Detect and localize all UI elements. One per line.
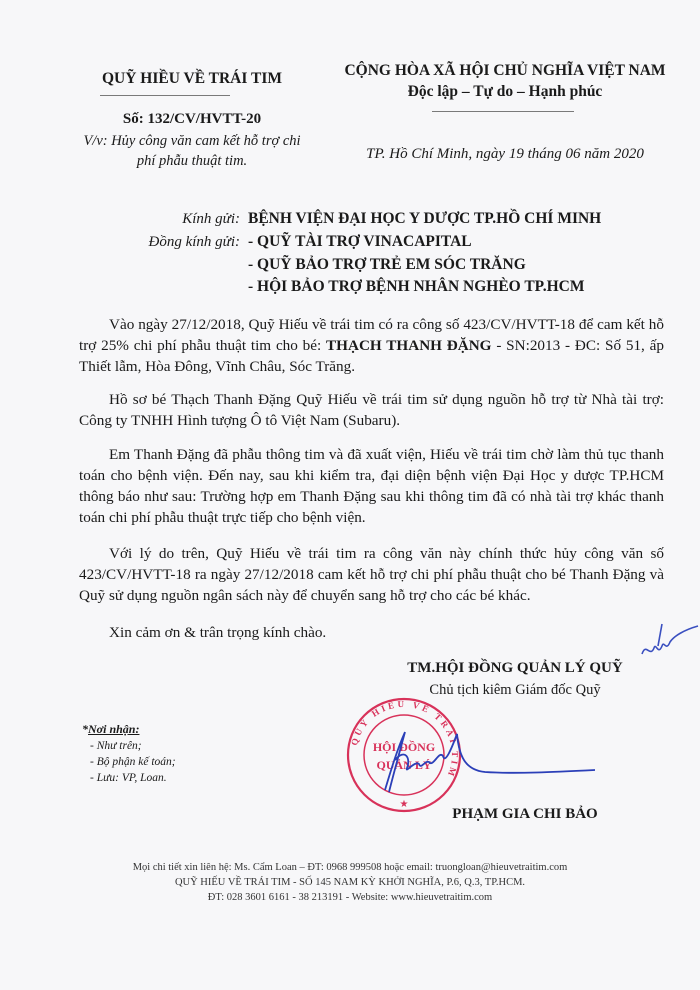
paragraph-text: - SN:2013 - ĐC: Số 51, ấp Thiết lẫm, Hòa Đông, Vĩnh Châu, Sóc Trăng. [79, 337, 664, 375]
signature-title: TM.HỘI ĐỒNG QUẢN LÝ QUỸ [407, 660, 623, 676]
cc-recipient: - QUỸ TÀI TRỢ VINACAPITAL [248, 233, 472, 250]
cc-recipient: - HỘI BẢO TRỢ BỆNH NHÂN NGHÈO TP.HCM [248, 278, 585, 295]
svg-text:QUỸ HIẾU VỀ TRÁI TIM: QUỸ HIẾU VỀ TRÁI TIM [348, 698, 461, 781]
paragraph-text: Vào ngày 27/12/2018, Quỹ Hiếu về trái tim có ra công số 423/CV/HVTT-18 để cam kết hỗ trợ 25% chi phí phẫu thuật tim cho bé: [79, 316, 664, 354]
svg-text:QUẢN LÝ: QUẢN LÝ [376, 758, 432, 772]
national-title: CỘNG HÒA XÃ HỘI CHỦ NGHĨA VIỆT NAM [344, 62, 666, 79]
organization-underline [100, 95, 230, 96]
distribution-heading-text: Nơi nhận: [88, 722, 140, 736]
distribution-item: - Bộ phận kế toán; [90, 756, 176, 768]
motto-underline [432, 111, 574, 112]
footer-address: QUỸ HIẾU VỀ TRÁI TIM - SỐ 145 NAM KỲ KHỞI NGHĨA, P.6, Q.3, TP.HCM. [174, 877, 526, 888]
handwritten-signature-icon [355, 720, 595, 800]
national-motto: Độc lập – Tự do – Hạnh phúc [407, 83, 603, 100]
svg-text:★: ★ [399, 799, 409, 810]
document-number: Số: 132/CV/HVTT-20 [122, 111, 262, 127]
paragraph-sponsor: Hồ sơ bé Thạch Thanh Đặng Quỹ Hiếu về trái tim sử dụng nguồn hỗ trợ từ Nhà tài trợ: Công ty TNHH Hình tượng Ô tô Việt Nam (Subaru). [79, 391, 664, 429]
subject-line-1: V/v: Hủy công văn cam kết hỗ trợ chi [83, 133, 301, 149]
svg-text:HỘI ĐỒNG: HỘI ĐỒNG [372, 740, 436, 754]
distribution-heading [82, 722, 139, 737]
closing-line: Xin cảm ơn & trân trọng kính chào. [109, 624, 327, 641]
recipient-label: Kính gửi: [182, 211, 240, 227]
paragraph-commitment [79, 314, 664, 377]
initial-signature-icon [640, 622, 700, 662]
footer-contact: Mọi chi tiết xin liên hệ: Ms. Cẩm Loan – ĐT: 0968 999508 hoặc email: truongloan@hieuvetraitim.com [132, 862, 568, 873]
paragraph-cancellation: Với lý do trên, Quỹ Hiếu về trái tim ra công văn này chính thức hủy công văn số 423/CV/HVTT-18 ra ngày 27/12/2018 cam kết hỗ trợ chi phí phẫu thuật cho bé Thanh Đặng và Quỹ sử dụng nguồn ngân sách này để chuyển sang hỗ trợ cho các bé khác. [79, 545, 664, 604]
organization-name: QUỸ HIỀU VỀ TRÁI TIM [101, 70, 282, 87]
footer-phone-website: ĐT: 028 3601 6161 - 38 213191 - Website: www.hieuvetraitim.com [207, 892, 493, 903]
signature-role: Chủ tịch kiêm Giám đốc Quỹ [429, 682, 601, 698]
paragraph-status: Em Thanh Đặng đã phẫu thông tim và đã xuất viện, Hiếu về trái tim chờ làm thủ tục thanh toán cho bệnh viện. Đến nay, sau khi kiểm tra, đại diện bệnh viện Đại Học y dược TP.HCM thông báo như sau: Trường hợp em Thanh Đặng sau khi thông tim đã có nhà tài trợ khác thanh toán chi phí phẫu thuật trực tiếp cho bệnh viện. [79, 446, 664, 526]
asterisk: * [82, 722, 88, 736]
distribution-item: - Lưu: VP, Loan. [90, 772, 167, 784]
distribution-item: - Như trên; [90, 740, 142, 752]
place-and-date: TP. Hồ Chí Minh, ngày 19 tháng 06 năm 2020 [366, 146, 644, 162]
subject-line-2: phí phẫu thuật tim. [136, 153, 248, 169]
signatory-name: PHẠM GIA CHI BẢO [452, 806, 598, 822]
recipient-primary: BỆNH VIỆN ĐẠI HỌC Y DƯỢC TP.HỒ CHÍ MINH [248, 210, 602, 227]
cc-recipient-label: Đồng kính gửi: [148, 234, 240, 250]
patient-name: THẠCH THANH ĐẶNG [326, 337, 492, 354]
cc-recipient: - QUỸ BẢO TRỢ TRẺ EM SÓC TRĂNG [248, 256, 526, 273]
document-subject [62, 131, 322, 171]
